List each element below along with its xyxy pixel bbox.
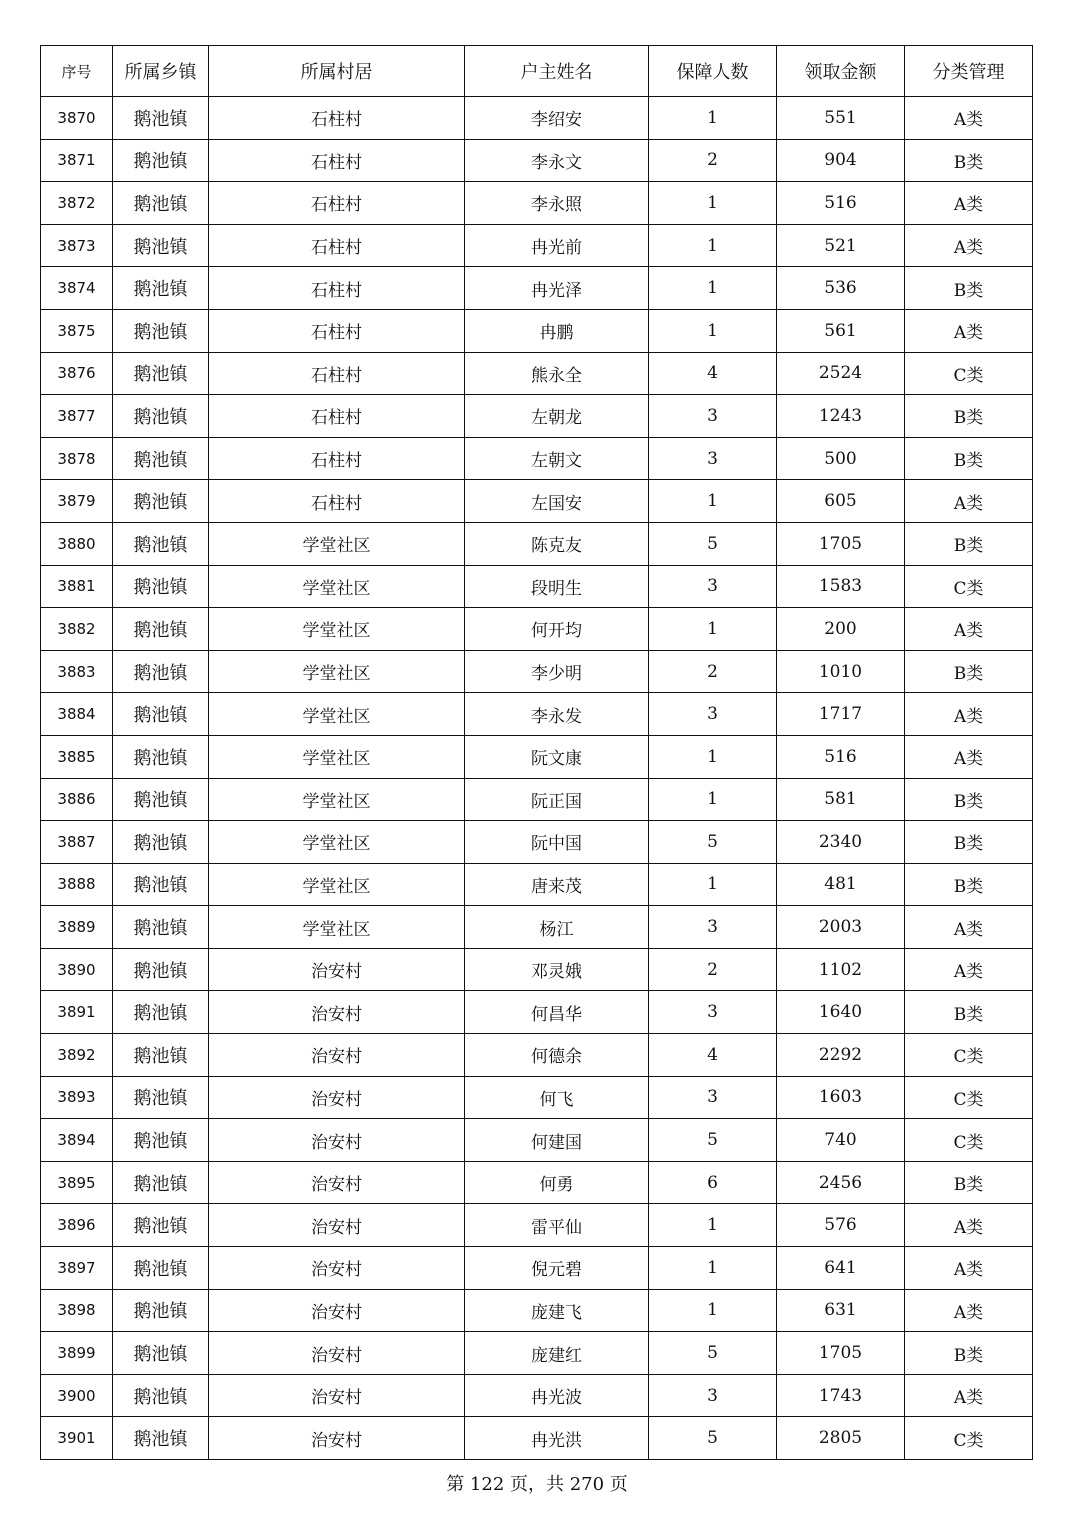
table-row (41, 1289, 1033, 1332)
cell-category: A类 (905, 1204, 1033, 1247)
cell-seq: 3886 (41, 778, 113, 821)
cell-amount: 1640 (777, 991, 905, 1034)
cell-amount: 561 (777, 309, 905, 352)
cell-category: B类 (905, 139, 1033, 182)
cell-village: 治安村 (209, 991, 465, 1034)
cell-town: 鹅池镇 (113, 1332, 209, 1375)
page-number-text: 第 122 页，共 270 页 (446, 1474, 628, 1495)
cell-town: 鹅池镇 (113, 395, 209, 438)
cell-town: 鹅池镇 (113, 1417, 209, 1460)
cell-village: 治安村 (209, 1417, 465, 1460)
cell-people: 3 (649, 437, 777, 480)
cell-people: 3 (649, 565, 777, 608)
cell-name: 陈克友 (465, 522, 649, 565)
cell-village: 治安村 (209, 1332, 465, 1375)
cell-amount: 2456 (777, 1161, 905, 1204)
cell-name: 杨江 (465, 906, 649, 949)
table-row (41, 1204, 1033, 1247)
cell-town: 鹅池镇 (113, 863, 209, 906)
cell-amount: 1243 (777, 395, 905, 438)
table-row (41, 991, 1033, 1034)
cell-seq: 3883 (41, 650, 113, 693)
cell-category: B类 (905, 821, 1033, 864)
cell-amount: 500 (777, 437, 905, 480)
cell-category: C类 (905, 1417, 1033, 1460)
cell-town: 鹅池镇 (113, 565, 209, 608)
cell-category: A类 (905, 1374, 1033, 1417)
cell-people: 2 (649, 139, 777, 182)
cell-amount: 2340 (777, 821, 905, 864)
cell-village: 治安村 (209, 1161, 465, 1204)
cell-seq: 3896 (41, 1204, 113, 1247)
cell-people: 1 (649, 735, 777, 778)
table-row (41, 352, 1033, 395)
cell-seq: 3884 (41, 693, 113, 736)
cell-seq: 3873 (41, 224, 113, 267)
table-row (41, 1417, 1033, 1460)
cell-town: 鹅池镇 (113, 309, 209, 352)
cell-town: 鹅池镇 (113, 139, 209, 182)
cell-village: 石柱村 (209, 480, 465, 523)
cell-seq: 3901 (41, 1417, 113, 1460)
cell-amount: 631 (777, 1289, 905, 1332)
table-row (41, 309, 1033, 352)
cell-category: B类 (905, 650, 1033, 693)
header-village: 所属村居 (209, 46, 465, 97)
table-row (41, 863, 1033, 906)
cell-name: 唐来茂 (465, 863, 649, 906)
cell-category: A类 (905, 1247, 1033, 1290)
header-town: 所属乡镇 (113, 46, 209, 97)
cell-name: 何飞 (465, 1076, 649, 1119)
cell-amount: 1603 (777, 1076, 905, 1119)
cell-village: 学堂社区 (209, 906, 465, 949)
cell-town: 鹅池镇 (113, 522, 209, 565)
header-category: 分类管理 (905, 46, 1033, 97)
cell-amount: 1583 (777, 565, 905, 608)
header-seq: 序号 (41, 46, 113, 97)
cell-category: B类 (905, 267, 1033, 310)
cell-name: 何德余 (465, 1034, 649, 1077)
cell-seq: 3880 (41, 522, 113, 565)
cell-category: B类 (905, 863, 1033, 906)
cell-name: 左国安 (465, 480, 649, 523)
cell-category: C类 (905, 1119, 1033, 1162)
table-row (41, 821, 1033, 864)
cell-village: 石柱村 (209, 139, 465, 182)
cell-category: A类 (905, 480, 1033, 523)
cell-people: 1 (649, 224, 777, 267)
cell-people: 5 (649, 821, 777, 864)
table-row (41, 1374, 1033, 1417)
cell-town: 鹅池镇 (113, 735, 209, 778)
cell-name: 李绍安 (465, 97, 649, 140)
table-row (41, 224, 1033, 267)
cell-name: 冉光泽 (465, 267, 649, 310)
cell-amount: 516 (777, 735, 905, 778)
cell-seq: 3871 (41, 139, 113, 182)
cell-name: 冉光波 (465, 1374, 649, 1417)
cell-amount: 2003 (777, 906, 905, 949)
cell-category: B类 (905, 522, 1033, 565)
cell-town: 鹅池镇 (113, 1289, 209, 1332)
table-row (41, 1161, 1033, 1204)
table-row (41, 437, 1033, 480)
cell-people: 1 (649, 1247, 777, 1290)
cell-name: 冉光洪 (465, 1417, 649, 1460)
cell-name: 阮中国 (465, 821, 649, 864)
cell-village: 学堂社区 (209, 863, 465, 906)
cell-people: 4 (649, 352, 777, 395)
cell-seq: 3900 (41, 1374, 113, 1417)
table-row (41, 948, 1033, 991)
cell-town: 鹅池镇 (113, 650, 209, 693)
cell-seq: 3888 (41, 863, 113, 906)
cell-name: 段明生 (465, 565, 649, 608)
cell-seq: 3895 (41, 1161, 113, 1204)
cell-name: 庞建飞 (465, 1289, 649, 1332)
cell-village: 学堂社区 (209, 522, 465, 565)
cell-town: 鹅池镇 (113, 1119, 209, 1162)
cell-village: 治安村 (209, 1119, 465, 1162)
cell-people: 5 (649, 1119, 777, 1162)
cell-name: 庞建红 (465, 1332, 649, 1375)
cell-seq: 3872 (41, 182, 113, 225)
cell-category: B类 (905, 1332, 1033, 1375)
header-people: 保障人数 (649, 46, 777, 97)
cell-category: A类 (905, 309, 1033, 352)
cell-people: 3 (649, 395, 777, 438)
cell-seq: 3894 (41, 1119, 113, 1162)
cell-category: B类 (905, 395, 1033, 438)
cell-people: 4 (649, 1034, 777, 1077)
cell-amount: 1705 (777, 1332, 905, 1375)
cell-category: A类 (905, 906, 1033, 949)
header-row (41, 46, 1033, 97)
cell-village: 石柱村 (209, 352, 465, 395)
cell-village: 石柱村 (209, 182, 465, 225)
cell-town: 鹅池镇 (113, 778, 209, 821)
cell-village: 治安村 (209, 1374, 465, 1417)
cell-amount: 200 (777, 608, 905, 651)
cell-people: 1 (649, 97, 777, 140)
cell-name: 阮文康 (465, 735, 649, 778)
cell-seq: 3875 (41, 309, 113, 352)
cell-category: C类 (905, 1076, 1033, 1119)
cell-category: A类 (905, 693, 1033, 736)
cell-people: 1 (649, 480, 777, 523)
cell-people: 3 (649, 1076, 777, 1119)
cell-village: 石柱村 (209, 267, 465, 310)
cell-seq: 3885 (41, 735, 113, 778)
table-row (41, 480, 1033, 523)
cell-seq: 3891 (41, 991, 113, 1034)
cell-name: 李永照 (465, 182, 649, 225)
cell-town: 鹅池镇 (113, 480, 209, 523)
cell-name: 倪元碧 (465, 1247, 649, 1290)
table-row (41, 522, 1033, 565)
cell-people: 3 (649, 991, 777, 1034)
cell-amount: 576 (777, 1204, 905, 1247)
cell-amount: 641 (777, 1247, 905, 1290)
cell-people: 1 (649, 1289, 777, 1332)
table-row (41, 906, 1033, 949)
table-row (41, 97, 1033, 140)
cell-town: 鹅池镇 (113, 821, 209, 864)
cell-people: 5 (649, 522, 777, 565)
cell-village: 学堂社区 (209, 650, 465, 693)
cell-village: 治安村 (209, 1034, 465, 1077)
cell-amount: 904 (777, 139, 905, 182)
cell-amount: 551 (777, 97, 905, 140)
cell-name: 何建国 (465, 1119, 649, 1162)
cell-people: 1 (649, 608, 777, 651)
cell-seq: 3889 (41, 906, 113, 949)
cell-town: 鹅池镇 (113, 224, 209, 267)
cell-amount: 1705 (777, 522, 905, 565)
cell-name: 阮正国 (465, 778, 649, 821)
cell-people: 1 (649, 863, 777, 906)
cell-town: 鹅池镇 (113, 352, 209, 395)
table-row (41, 1332, 1033, 1375)
table-row (41, 139, 1033, 182)
cell-seq: 3882 (41, 608, 113, 651)
table-row (41, 735, 1033, 778)
cell-name: 冉光前 (465, 224, 649, 267)
cell-name: 何开均 (465, 608, 649, 651)
table-row (41, 778, 1033, 821)
cell-people: 1 (649, 182, 777, 225)
cell-category: C类 (905, 1034, 1033, 1077)
header-amount: 领取金额 (777, 46, 905, 97)
cell-town: 鹅池镇 (113, 608, 209, 651)
table-row (41, 1247, 1033, 1290)
cell-amount: 2292 (777, 1034, 905, 1077)
cell-people: 2 (649, 948, 777, 991)
cell-village: 学堂社区 (209, 778, 465, 821)
cell-people: 1 (649, 309, 777, 352)
cell-town: 鹅池镇 (113, 1034, 209, 1077)
table-row (41, 693, 1033, 736)
cell-town: 鹅池镇 (113, 267, 209, 310)
cell-town: 鹅池镇 (113, 1204, 209, 1247)
cell-village: 石柱村 (209, 437, 465, 480)
cell-amount: 1010 (777, 650, 905, 693)
cell-name: 何昌华 (465, 991, 649, 1034)
cell-town: 鹅池镇 (113, 437, 209, 480)
table-row (41, 1076, 1033, 1119)
cell-category: A类 (905, 97, 1033, 140)
cell-people: 3 (649, 693, 777, 736)
cell-name: 左朝文 (465, 437, 649, 480)
cell-people: 2 (649, 650, 777, 693)
table-row (41, 267, 1033, 310)
cell-seq: 3897 (41, 1247, 113, 1290)
cell-category: A类 (905, 182, 1033, 225)
cell-people: 1 (649, 1204, 777, 1247)
cell-seq: 3874 (41, 267, 113, 310)
cell-amount: 740 (777, 1119, 905, 1162)
cell-village: 学堂社区 (209, 693, 465, 736)
cell-seq: 3877 (41, 395, 113, 438)
cell-town: 鹅池镇 (113, 97, 209, 140)
cell-amount: 581 (777, 778, 905, 821)
cell-name: 李少明 (465, 650, 649, 693)
cell-seq: 3899 (41, 1332, 113, 1375)
cell-village: 石柱村 (209, 224, 465, 267)
cell-category: B类 (905, 991, 1033, 1034)
cell-people: 1 (649, 778, 777, 821)
cell-category: A类 (905, 224, 1033, 267)
cell-name: 熊永全 (465, 352, 649, 395)
cell-town: 鹅池镇 (113, 182, 209, 225)
cell-town: 鹅池镇 (113, 1374, 209, 1417)
cell-seq: 3878 (41, 437, 113, 480)
table-row (41, 565, 1033, 608)
cell-name: 李永发 (465, 693, 649, 736)
cell-town: 鹅池镇 (113, 1076, 209, 1119)
cell-category: C类 (905, 352, 1033, 395)
cell-town: 鹅池镇 (113, 948, 209, 991)
cell-seq: 3892 (41, 1034, 113, 1077)
cell-people: 1 (649, 267, 777, 310)
cell-village: 治安村 (209, 1204, 465, 1247)
cell-seq: 3876 (41, 352, 113, 395)
cell-seq: 3893 (41, 1076, 113, 1119)
cell-name: 邓灵娥 (465, 948, 649, 991)
cell-category: B类 (905, 1161, 1033, 1204)
cell-category: A类 (905, 735, 1033, 778)
cell-people: 5 (649, 1417, 777, 1460)
cell-town: 鹅池镇 (113, 1161, 209, 1204)
cell-amount: 536 (777, 267, 905, 310)
cell-people: 3 (649, 906, 777, 949)
data-table (40, 45, 1033, 1460)
cell-category: A类 (905, 1289, 1033, 1332)
cell-category: C类 (905, 565, 1033, 608)
table-row (41, 182, 1033, 225)
cell-amount: 1717 (777, 693, 905, 736)
table-row (41, 608, 1033, 651)
cell-amount: 2805 (777, 1417, 905, 1460)
cell-village: 治安村 (209, 1289, 465, 1332)
cell-name: 李永文 (465, 139, 649, 182)
cell-category: B类 (905, 437, 1033, 480)
cell-amount: 516 (777, 182, 905, 225)
cell-village: 学堂社区 (209, 821, 465, 864)
cell-category: A类 (905, 608, 1033, 651)
cell-amount: 605 (777, 480, 905, 523)
cell-village: 石柱村 (209, 309, 465, 352)
cell-amount: 481 (777, 863, 905, 906)
page-footer (0, 1470, 1074, 1496)
cell-name: 左朝龙 (465, 395, 649, 438)
cell-seq: 3879 (41, 480, 113, 523)
cell-village: 石柱村 (209, 395, 465, 438)
cell-village: 治安村 (209, 1076, 465, 1119)
cell-name: 冉鹏 (465, 309, 649, 352)
cell-village: 学堂社区 (209, 735, 465, 778)
cell-name: 雷平仙 (465, 1204, 649, 1247)
cell-seq: 3898 (41, 1289, 113, 1332)
cell-village: 学堂社区 (209, 565, 465, 608)
cell-name: 何勇 (465, 1161, 649, 1204)
table-body (41, 97, 1033, 1460)
table-row (41, 650, 1033, 693)
cell-town: 鹅池镇 (113, 1247, 209, 1290)
cell-seq: 3870 (41, 97, 113, 140)
cell-seq: 3887 (41, 821, 113, 864)
cell-town: 鹅池镇 (113, 906, 209, 949)
cell-amount: 1743 (777, 1374, 905, 1417)
cell-town: 鹅池镇 (113, 991, 209, 1034)
cell-village: 治安村 (209, 948, 465, 991)
cell-village: 石柱村 (209, 97, 465, 140)
cell-category: B类 (905, 778, 1033, 821)
cell-people: 6 (649, 1161, 777, 1204)
cell-amount: 1102 (777, 948, 905, 991)
cell-amount: 521 (777, 224, 905, 267)
cell-people: 3 (649, 1374, 777, 1417)
cell-village: 学堂社区 (209, 608, 465, 651)
cell-village: 治安村 (209, 1247, 465, 1290)
cell-amount: 2524 (777, 352, 905, 395)
table-row (41, 1119, 1033, 1162)
cell-people: 5 (649, 1332, 777, 1375)
cell-town: 鹅池镇 (113, 693, 209, 736)
cell-category: A类 (905, 948, 1033, 991)
table-row (41, 395, 1033, 438)
cell-seq: 3881 (41, 565, 113, 608)
table-row (41, 1034, 1033, 1077)
cell-seq: 3890 (41, 948, 113, 991)
header-name: 户主姓名 (465, 46, 649, 97)
